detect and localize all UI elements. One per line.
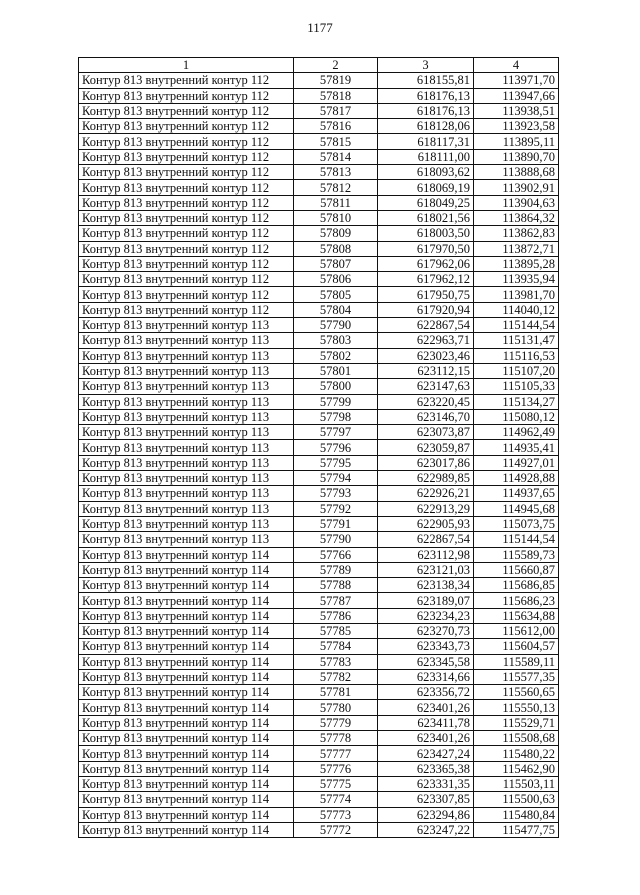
table-row [79,409,559,424]
y-coordinate-cell: 115503,11 [474,776,559,791]
table-row [79,348,559,363]
y-coordinate-cell: 113971,70 [474,73,559,88]
y-coordinate-cell: 115144,54 [474,532,559,547]
table-row [79,715,559,730]
point-number-cell: 57781 [294,685,378,700]
y-coordinate-cell: 114927,01 [474,455,559,470]
x-coordinate-cell: 617920,94 [378,302,474,317]
y-coordinate-cell: 113864,32 [474,210,559,225]
point-number-cell: 57777 [294,746,378,761]
table-row [79,73,559,88]
x-coordinate-cell: 623220,45 [378,394,474,409]
table-row [79,425,559,440]
contour-name-cell: Контур 813 внутренний контур 114 [79,761,294,776]
point-number-cell: 57778 [294,731,378,746]
contour-name-cell: Контур 813 внутренний контур 113 [79,516,294,531]
contour-name-cell: Контур 813 внутренний контур 114 [79,639,294,654]
column-header-4: 4 [474,58,559,73]
point-number-cell: 57784 [294,639,378,654]
point-number-cell: 57816 [294,119,378,134]
contour-name-cell: Контур 813 внутренний контур 112 [79,180,294,195]
point-number-cell: 57779 [294,715,378,730]
table-row [79,547,559,562]
y-coordinate-cell: 113895,28 [474,256,559,271]
contour-name-cell: Контур 813 внутренний контур 113 [79,440,294,455]
point-number-cell: 57783 [294,654,378,669]
page-number: 1177 [307,20,333,35]
y-coordinate-cell: 113904,63 [474,195,559,210]
x-coordinate-cell: 617950,75 [378,287,474,302]
x-coordinate-cell: 618117,31 [378,134,474,149]
y-coordinate-cell: 115477,75 [474,822,559,837]
y-coordinate-cell: 115686,85 [474,578,559,593]
point-number-cell: 57794 [294,471,378,486]
y-coordinate-cell: 115144,54 [474,318,559,333]
table-row [79,471,559,486]
point-number-cell: 57795 [294,455,378,470]
x-coordinate-cell: 618111,00 [378,149,474,164]
y-coordinate-cell: 115529,71 [474,715,559,730]
y-coordinate-cell: 113923,58 [474,119,559,134]
contour-name-cell: Контур 813 внутренний контур 113 [79,379,294,394]
point-number-cell: 57792 [294,501,378,516]
contour-name-cell: Контур 813 внутренний контур 114 [79,715,294,730]
table-row [79,639,559,654]
contour-name-cell: Контур 813 внутренний контур 113 [79,333,294,348]
point-number-cell: 57782 [294,669,378,684]
x-coordinate-cell: 617970,50 [378,241,474,256]
point-number-cell: 57805 [294,287,378,302]
contour-name-cell: Контур 813 внутренний контур 112 [79,119,294,134]
x-coordinate-cell: 623401,26 [378,731,474,746]
table-row [79,608,559,623]
y-coordinate-cell: 113888,68 [474,165,559,180]
contour-name-cell: Контур 813 внутренний контур 114 [79,731,294,746]
x-coordinate-cell: 623294,86 [378,807,474,822]
point-number-cell: 57799 [294,394,378,409]
table-row [79,792,559,807]
y-coordinate-cell: 115560,65 [474,685,559,700]
contour-name-cell: Контур 813 внутренний контур 113 [79,471,294,486]
table-row [79,731,559,746]
contour-name-cell: Контур 813 внутренний контур 112 [79,256,294,271]
contour-name-cell: Контур 813 внутренний контур 113 [79,409,294,424]
contour-name-cell: Контур 813 внутренний контур 113 [79,425,294,440]
point-number-cell: 57812 [294,180,378,195]
contour-name-cell: Контур 813 внутренний контур 114 [79,685,294,700]
x-coordinate-cell: 623411,78 [378,715,474,730]
contour-name-cell: Контур 813 внутренний контур 113 [79,501,294,516]
x-coordinate-cell: 623365,38 [378,761,474,776]
contour-name-cell: Контур 813 внутренний контур 114 [79,578,294,593]
x-coordinate-cell: 618003,50 [378,226,474,241]
x-coordinate-cell: 623138,34 [378,578,474,593]
contour-name-cell: Контур 813 внутренний контур 112 [79,165,294,180]
y-coordinate-cell: 113872,71 [474,241,559,256]
x-coordinate-cell: 618021,56 [378,210,474,225]
contour-name-cell: Контур 813 внутренний контур 112 [79,73,294,88]
x-coordinate-cell: 622913,29 [378,501,474,516]
table-row [79,149,559,164]
table-row [79,318,559,333]
x-coordinate-cell: 618093,62 [378,165,474,180]
contour-name-cell: Контур 813 внутренний контур 113 [79,455,294,470]
x-coordinate-cell: 623073,87 [378,425,474,440]
coordinates-table [78,57,559,838]
point-number-cell: 57766 [294,547,378,562]
contour-name-cell: Контур 813 внутренний контур 112 [79,210,294,225]
x-coordinate-cell: 618049,25 [378,195,474,210]
x-coordinate-cell: 623343,73 [378,639,474,654]
x-coordinate-cell: 623270,73 [378,623,474,638]
y-coordinate-cell: 115080,12 [474,409,559,424]
x-coordinate-cell: 623401,26 [378,700,474,715]
y-coordinate-cell: 115612,00 [474,623,559,638]
y-coordinate-cell: 115116,53 [474,348,559,363]
y-coordinate-cell: 113938,51 [474,103,559,118]
point-number-cell: 57797 [294,425,378,440]
x-coordinate-cell: 618176,13 [378,88,474,103]
contour-name-cell: Контур 813 внутренний контур 114 [79,623,294,638]
table-row [79,593,559,608]
x-coordinate-cell: 623307,85 [378,792,474,807]
contour-name-cell: Контур 813 внутренний контур 113 [79,363,294,378]
y-coordinate-cell: 115634,88 [474,608,559,623]
x-coordinate-cell: 623427,24 [378,746,474,761]
contour-name-cell: Контур 813 внутренний контур 114 [79,700,294,715]
table-row [79,822,559,837]
point-number-cell: 57772 [294,822,378,837]
point-number-cell: 57790 [294,318,378,333]
table-row [79,134,559,149]
contour-name-cell: Контур 813 внутренний контур 114 [79,562,294,577]
table-row [79,287,559,302]
table-row [79,165,559,180]
point-number-cell: 57803 [294,333,378,348]
table-row [79,88,559,103]
contour-name-cell: Контур 813 внутренний контур 112 [79,88,294,103]
point-number-cell: 57808 [294,241,378,256]
contour-name-cell: Контур 813 внутренний контур 114 [79,593,294,608]
point-number-cell: 57813 [294,165,378,180]
point-number-cell: 57775 [294,776,378,791]
table-row [79,501,559,516]
x-coordinate-cell: 618176,13 [378,103,474,118]
contour-name-cell: Контур 813 внутренний контур 112 [79,287,294,302]
table-row [79,379,559,394]
y-coordinate-cell: 115686,23 [474,593,559,608]
column-header-3: 3 [378,58,474,73]
x-coordinate-cell: 623017,86 [378,455,474,470]
point-number-cell: 57787 [294,593,378,608]
contour-name-cell: Контур 813 внутренний контур 112 [79,149,294,164]
table-row [79,256,559,271]
x-coordinate-cell: 618128,06 [378,119,474,134]
y-coordinate-cell: 115480,22 [474,746,559,761]
point-number-cell: 57788 [294,578,378,593]
contour-name-cell: Контур 813 внутренний контур 113 [79,394,294,409]
contour-name-cell: Контур 813 внутренний контур 114 [79,547,294,562]
x-coordinate-cell: 622867,54 [378,318,474,333]
point-number-cell: 57807 [294,256,378,271]
table-row [79,746,559,761]
point-number-cell: 57814 [294,149,378,164]
contour-name-cell: Контур 813 внутренний контур 112 [79,272,294,287]
point-number-cell: 57802 [294,348,378,363]
table-row [79,195,559,210]
table-row [79,532,559,547]
x-coordinate-cell: 623112,15 [378,363,474,378]
table-row [79,654,559,669]
table-row [79,302,559,317]
x-coordinate-cell: 623356,72 [378,685,474,700]
contour-name-cell: Контур 813 внутренний контур 114 [79,776,294,791]
point-number-cell: 57809 [294,226,378,241]
x-coordinate-cell: 623314,66 [378,669,474,684]
contour-name-cell: Контур 813 внутренний контур 114 [79,822,294,837]
y-coordinate-cell: 115073,75 [474,516,559,531]
point-number-cell: 57796 [294,440,378,455]
table-row [79,578,559,593]
table-header-row [79,58,559,73]
y-coordinate-cell: 115105,33 [474,379,559,394]
table-row [79,394,559,409]
y-coordinate-cell: 115107,20 [474,363,559,378]
y-coordinate-cell: 115550,13 [474,700,559,715]
point-number-cell: 57819 [294,73,378,88]
y-coordinate-cell: 115604,57 [474,639,559,654]
x-coordinate-cell: 623147,63 [378,379,474,394]
table-row [79,623,559,638]
table-row [79,516,559,531]
y-coordinate-cell: 113895,11 [474,134,559,149]
table-row [79,241,559,256]
point-number-cell: 57785 [294,623,378,638]
x-coordinate-cell: 622905,93 [378,516,474,531]
x-coordinate-cell: 622989,85 [378,471,474,486]
column-header-1: 1 [79,58,294,73]
column-header-2: 2 [294,58,378,73]
point-number-cell: 57789 [294,562,378,577]
contour-name-cell: Контур 813 внутренний контур 113 [79,486,294,501]
table-row [79,455,559,470]
y-coordinate-cell: 115589,11 [474,654,559,669]
point-number-cell: 57815 [294,134,378,149]
table-row [79,807,559,822]
table-row [79,272,559,287]
table-row [79,119,559,134]
y-coordinate-cell: 113890,70 [474,149,559,164]
y-coordinate-cell: 114935,41 [474,440,559,455]
contour-name-cell: Контур 813 внутренний контур 112 [79,134,294,149]
y-coordinate-cell: 114945,68 [474,501,559,516]
y-coordinate-cell: 115462,90 [474,761,559,776]
x-coordinate-cell: 617962,12 [378,272,474,287]
x-coordinate-cell: 623234,23 [378,608,474,623]
table-row [79,486,559,501]
x-coordinate-cell: 622867,54 [378,532,474,547]
table-row [79,761,559,776]
x-coordinate-cell: 622963,71 [378,333,474,348]
y-coordinate-cell: 114937,65 [474,486,559,501]
table-row [79,180,559,195]
x-coordinate-cell: 622926,21 [378,486,474,501]
table-row [79,700,559,715]
contour-name-cell: Контур 813 внутренний контур 112 [79,195,294,210]
y-coordinate-cell: 115589,73 [474,547,559,562]
point-number-cell: 57806 [294,272,378,287]
x-coordinate-cell: 617962,06 [378,256,474,271]
table-row [79,685,559,700]
point-number-cell: 57786 [294,608,378,623]
contour-name-cell: Контур 813 внутренний контур 114 [79,807,294,822]
y-coordinate-cell: 113947,66 [474,88,559,103]
y-coordinate-cell: 115500,63 [474,792,559,807]
table-row [79,776,559,791]
point-number-cell: 57798 [294,409,378,424]
point-number-cell: 57776 [294,761,378,776]
point-number-cell: 57817 [294,103,378,118]
contour-name-cell: Контур 813 внутренний контур 113 [79,532,294,547]
point-number-cell: 57818 [294,88,378,103]
x-coordinate-cell: 623023,46 [378,348,474,363]
point-number-cell: 57774 [294,792,378,807]
x-coordinate-cell: 623331,35 [378,776,474,791]
contour-name-cell: Контур 813 внутренний контур 112 [79,103,294,118]
table-row [79,333,559,348]
table-row [79,669,559,684]
point-number-cell: 57773 [294,807,378,822]
y-coordinate-cell: 113935,94 [474,272,559,287]
table-row [79,103,559,118]
table-row [79,562,559,577]
table-row [79,363,559,378]
x-coordinate-cell: 623345,58 [378,654,474,669]
y-coordinate-cell: 114962,49 [474,425,559,440]
point-number-cell: 57811 [294,195,378,210]
contour-name-cell: Контур 813 внутренний контур 112 [79,302,294,317]
y-coordinate-cell: 114040,12 [474,302,559,317]
contour-name-cell: Контур 813 внутренний контур 112 [79,241,294,256]
y-coordinate-cell: 115131,47 [474,333,559,348]
y-coordinate-cell: 113981,70 [474,287,559,302]
x-coordinate-cell: 623247,22 [378,822,474,837]
x-coordinate-cell: 618155,81 [378,73,474,88]
x-coordinate-cell: 618069,19 [378,180,474,195]
table-body [79,73,559,838]
y-coordinate-cell: 115577,35 [474,669,559,684]
y-coordinate-cell: 114928,88 [474,471,559,486]
y-coordinate-cell: 115134,27 [474,394,559,409]
contour-name-cell: Контур 813 внутренний контур 114 [79,792,294,807]
y-coordinate-cell: 115480,84 [474,807,559,822]
point-number-cell: 57790 [294,532,378,547]
contour-name-cell: Контур 813 внутренний контур 114 [79,746,294,761]
y-coordinate-cell: 113862,83 [474,226,559,241]
y-coordinate-cell: 115508,68 [474,731,559,746]
table-row [79,440,559,455]
x-coordinate-cell: 623146,70 [378,409,474,424]
contour-name-cell: Контур 813 внутренний контур 113 [79,318,294,333]
point-number-cell: 57791 [294,516,378,531]
point-number-cell: 57780 [294,700,378,715]
y-coordinate-cell: 115660,87 [474,562,559,577]
contour-name-cell: Контур 813 внутренний контур 113 [79,348,294,363]
point-number-cell: 57810 [294,210,378,225]
point-number-cell: 57801 [294,363,378,378]
point-number-cell: 57793 [294,486,378,501]
x-coordinate-cell: 623112,98 [378,547,474,562]
table-row [79,210,559,225]
y-coordinate-cell: 113902,91 [474,180,559,195]
point-number-cell: 57804 [294,302,378,317]
x-coordinate-cell: 623121,03 [378,562,474,577]
contour-name-cell: Контур 813 внутренний контур 114 [79,608,294,623]
contour-name-cell: Контур 813 внутренний контур 112 [79,226,294,241]
contour-name-cell: Контур 813 внутренний контур 114 [79,654,294,669]
x-coordinate-cell: 623059,87 [378,440,474,455]
contour-name-cell: Контур 813 внутренний контур 114 [79,669,294,684]
table-row [79,226,559,241]
point-number-cell: 57800 [294,379,378,394]
x-coordinate-cell: 623189,07 [378,593,474,608]
